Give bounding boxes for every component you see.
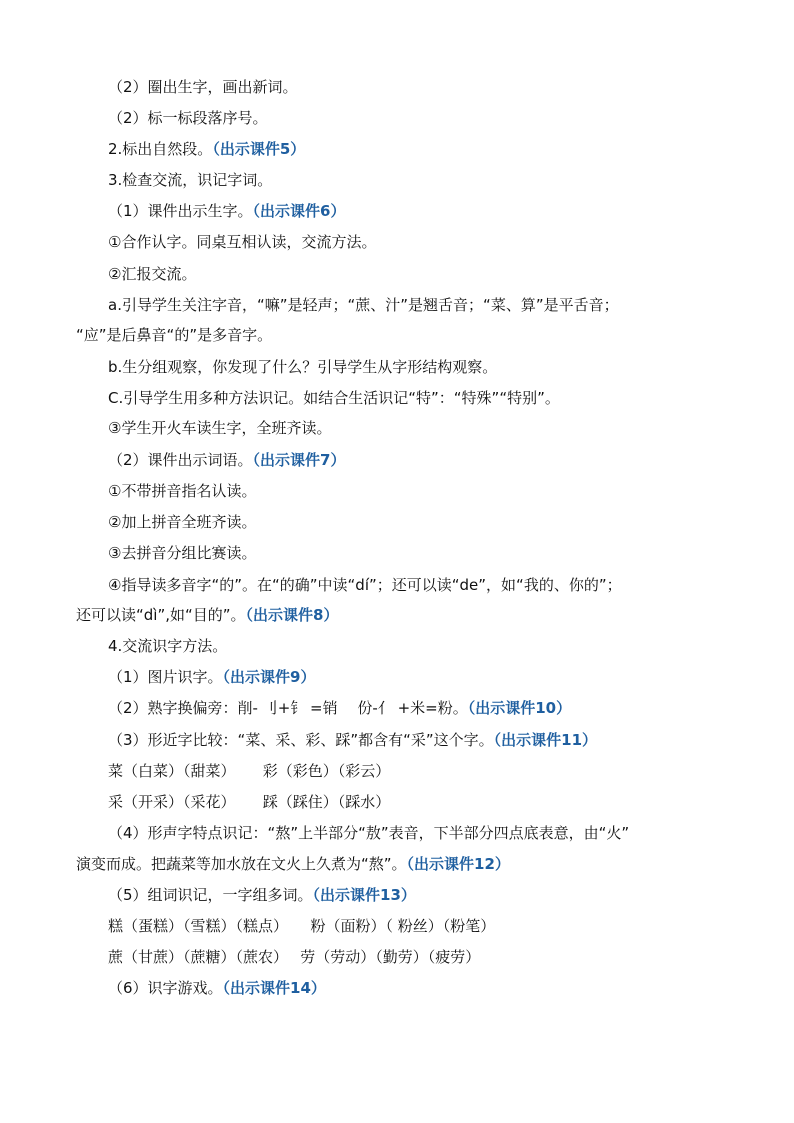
- text-line: [108, 295, 619, 315]
- courseware-reference: （出示课件14）: [222, 979, 326, 997]
- line-text: 3.检查交流，识记字词。: [108, 171, 273, 189]
- line-text: ②加上拼音全班齐读。: [108, 513, 257, 531]
- text-line: [108, 978, 326, 998]
- courseware-reference: （出示课件5）: [212, 140, 306, 158]
- text-line: [108, 264, 196, 284]
- line-text: ③学生开火车读生字，全班齐读。: [108, 419, 332, 437]
- line-text: 蔗（甘蔗）（蔗糖）（蔗农） 劳（劳动）（勤劳）（疲劳）: [108, 948, 481, 966]
- line-text: （2）课件出示词语。: [108, 451, 253, 469]
- courseware-reference: （出示课件7）: [252, 451, 346, 469]
- courseware-reference: （出示课件10）: [467, 699, 572, 717]
- line-text: 菜（白菜）（甜菜） 彩（彩色）（彩云）: [108, 762, 391, 780]
- line-text: ①不带拼音指名认读。: [108, 482, 257, 500]
- line-text: ④指导读多音字“的”。在“的确”中读“dí”；还可以读“de”，如“我的、你的”；: [108, 576, 622, 594]
- text-line: [108, 916, 495, 936]
- text-line: [76, 325, 272, 345]
- line-text: 糕（蛋糕）（雪糕）（糕点） 粉（面粉）（ 粉丝）（粉笔）: [108, 917, 496, 935]
- text-line: [108, 201, 346, 221]
- line-text: 还可以读“dì”,如“目的”。: [76, 606, 246, 624]
- text-line: [108, 667, 316, 687]
- line-text: ②汇报交流。: [108, 265, 197, 283]
- courseware-reference: （出示课件12）: [406, 855, 510, 873]
- text-line: [108, 543, 256, 563]
- line-text: 演变而成。把蔬菜等加水放在文火上久煮为“熬”。: [76, 855, 407, 873]
- text-line: [108, 77, 298, 97]
- text-line: [108, 108, 268, 128]
- text-line: [108, 481, 256, 501]
- text-line: [108, 636, 227, 656]
- line-text: ①合作认字。同桌互相认读，交流方法。: [108, 233, 377, 251]
- courseware-reference: （出示课件6）: [252, 202, 346, 220]
- line-text: （2）熟字换偏旁：削- 刂+钅 =销 份-亻 +米=粉。: [108, 699, 468, 717]
- line-text: ③去拼音分组比赛读。: [108, 544, 257, 562]
- text-line: [108, 698, 571, 718]
- courseware-reference: （出示课件11）: [493, 731, 598, 749]
- text-line: [108, 388, 560, 408]
- text-line: [108, 139, 305, 159]
- text-line: [108, 512, 256, 532]
- text-line: [108, 575, 622, 595]
- text-line: [108, 761, 390, 781]
- line-text: （5）组词识记，一字组多词。: [108, 886, 313, 904]
- text-line: [108, 450, 346, 470]
- courseware-reference: （出示课件8）: [245, 606, 339, 624]
- line-text: （1）图片识字。: [108, 668, 223, 686]
- line-text: （3）形近字比较：“菜、采、彩、踩”都含有“采”这个字。: [108, 731, 494, 749]
- line-text: 2.标出自然段。: [108, 140, 213, 158]
- line-text: a.引导学生关注字音，“嘛”是轻声；“蔗、汁”是翘舌音；“菜、算”是平舌音；: [108, 296, 619, 314]
- text-line: [108, 170, 272, 190]
- courseware-reference: （出示课件13）: [312, 886, 416, 904]
- text-line: [108, 418, 331, 438]
- text-line: [108, 792, 390, 812]
- text-line: [108, 823, 629, 843]
- text-line: [76, 854, 510, 874]
- text-line: [108, 885, 416, 905]
- text-line: [76, 605, 339, 625]
- text-line: [108, 947, 480, 967]
- line-text: 4.交流识字方法。: [108, 637, 228, 655]
- text-line: [108, 232, 376, 252]
- courseware-reference: （出示课件9）: [222, 668, 316, 686]
- line-text: b.生分组观察，你发现了什么？引导学生从字形结构观察。: [108, 358, 498, 376]
- text-line: [108, 357, 497, 377]
- line-text: （2）标一标段落序号。: [108, 109, 268, 127]
- text-line: [108, 730, 597, 750]
- line-text: （1）课件出示生字。: [108, 202, 253, 220]
- line-text: （2）圈出生字，画出新词。: [108, 78, 298, 96]
- line-text: （6）识字游戏。: [108, 979, 223, 997]
- line-text: 采（开采）（采花） 踩（踩住）（踩水）: [108, 793, 391, 811]
- line-text: C.引导学生用多种方法识记。如结合生活识记“特”：“特殊”“特别”。: [108, 389, 560, 407]
- line-text: （4）形声字特点识记：“熬”上半部分“敖”表音，下半部分四点底表意，由“火”: [108, 824, 630, 842]
- line-text: “应”是后鼻音“的”是多音字。: [76, 326, 273, 344]
